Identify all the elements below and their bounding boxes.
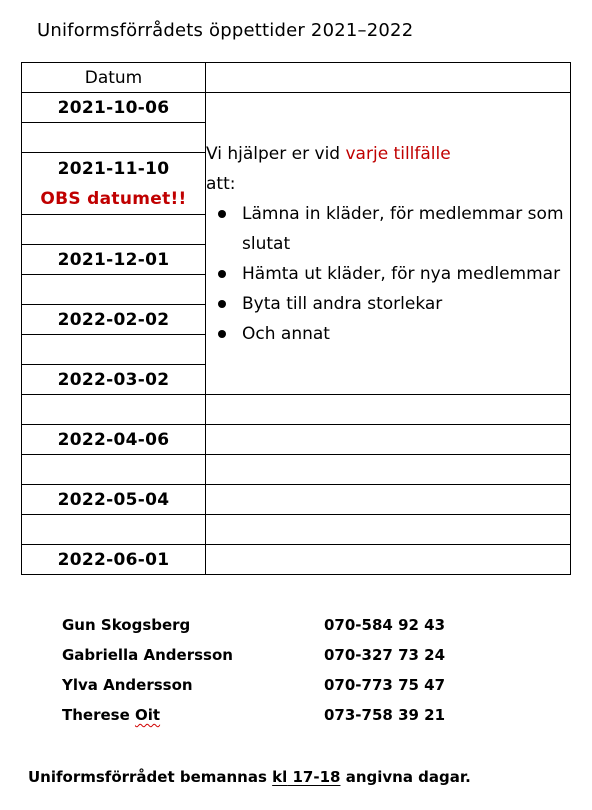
schedule-table — [21, 62, 571, 575]
contact-name — [62, 646, 324, 676]
info-bullet-list — [206, 199, 570, 349]
list-item-text: Hämta ut kläder, för nya medlemmar — [242, 264, 561, 284]
date-cell: 2022-03-02 — [22, 365, 206, 395]
empty-cell — [22, 395, 206, 425]
bullet-icon — [218, 270, 226, 278]
date-column-header: Datum — [22, 63, 206, 93]
contact-first-name: Ylva — [62, 676, 104, 694]
info-cell — [206, 93, 571, 395]
empty-cell — [22, 515, 206, 545]
bullet-icon — [218, 330, 226, 338]
info-intro — [206, 139, 570, 199]
list-item-text: Byta till andra storlekar — [242, 294, 443, 314]
empty-cell — [22, 123, 206, 153]
table-row — [22, 455, 571, 485]
empty-cell — [206, 395, 571, 425]
contact-row — [62, 616, 445, 646]
contact-phone: 070-327 73 24 — [324, 646, 446, 664]
contact-row — [62, 706, 445, 736]
contact-name — [62, 706, 324, 736]
list-item — [206, 199, 570, 259]
date-cell — [22, 153, 206, 215]
table-row — [22, 63, 571, 93]
table-row — [22, 545, 571, 575]
contact-name — [62, 676, 324, 706]
bullet-icon — [218, 300, 226, 308]
contact-last-name: Andersson — [103, 676, 193, 694]
date-cell: 2021-12-01 — [22, 245, 206, 275]
date-note: OBS datumet!! — [40, 188, 187, 209]
list-item — [206, 289, 570, 319]
contact-first-name: Gun — [62, 616, 101, 634]
contact-phone: 073-758 39 21 — [324, 706, 446, 724]
empty-cell — [206, 515, 571, 545]
list-item — [206, 259, 570, 289]
list-item-text: Lämna in kläder, för medlemmar som slutat — [242, 204, 564, 254]
empty-cell — [22, 275, 206, 305]
date-cell: 2022-06-01 — [22, 545, 206, 575]
date-cell: 2021-10-06 — [22, 93, 206, 123]
empty-cell — [206, 545, 571, 575]
contact-last-name: Skogsberg — [100, 616, 191, 634]
staffing-time: 17-18 — [287, 768, 341, 786]
table-row — [22, 93, 571, 123]
empty-cell — [22, 215, 206, 245]
contact-first-name: Therese — [62, 706, 135, 724]
empty-cell — [22, 335, 206, 365]
page-title: Uniformsförrådets öppettider 2021–2022 — [37, 20, 414, 41]
table-row — [22, 395, 571, 425]
intro-highlight: varje tillfälle — [345, 144, 451, 164]
date-text: 2021-11-10 — [57, 158, 170, 179]
list-item-text: Och annat — [242, 324, 330, 344]
contact-last-name: Andersson — [143, 646, 233, 664]
contact-last-name: Oit — [134, 706, 161, 724]
empty-cell — [22, 455, 206, 485]
table-row — [22, 485, 571, 515]
date-cell: 2022-02-02 — [22, 305, 206, 335]
intro-text-end: att: — [206, 174, 236, 194]
contact-phone: 070-584 92 43 — [324, 616, 446, 634]
table-row — [22, 425, 571, 455]
date-cell: 2022-04-06 — [22, 425, 206, 455]
staffing-text-end: angivna dagar. — [340, 768, 471, 786]
contact-phone: 070-773 75 47 — [324, 676, 446, 694]
empty-cell — [206, 455, 571, 485]
date-cell: 2022-05-04 — [22, 485, 206, 515]
contact-list — [62, 616, 445, 736]
staffing-kl: kl — [272, 768, 288, 786]
contact-first-name: Gabriella — [62, 646, 144, 664]
empty-cell — [206, 63, 571, 93]
table-row — [22, 515, 571, 545]
contact-row — [62, 676, 445, 706]
contact-name — [62, 616, 324, 646]
staffing-text: Uniformsförrådet bemannas — [28, 768, 273, 786]
intro-text: Vi hjälper er vid — [206, 144, 346, 164]
contact-row — [62, 646, 445, 676]
list-item — [206, 319, 570, 349]
empty-cell — [206, 425, 571, 455]
empty-cell — [206, 485, 571, 515]
staffing-note — [28, 768, 471, 786]
bullet-icon — [218, 210, 226, 218]
